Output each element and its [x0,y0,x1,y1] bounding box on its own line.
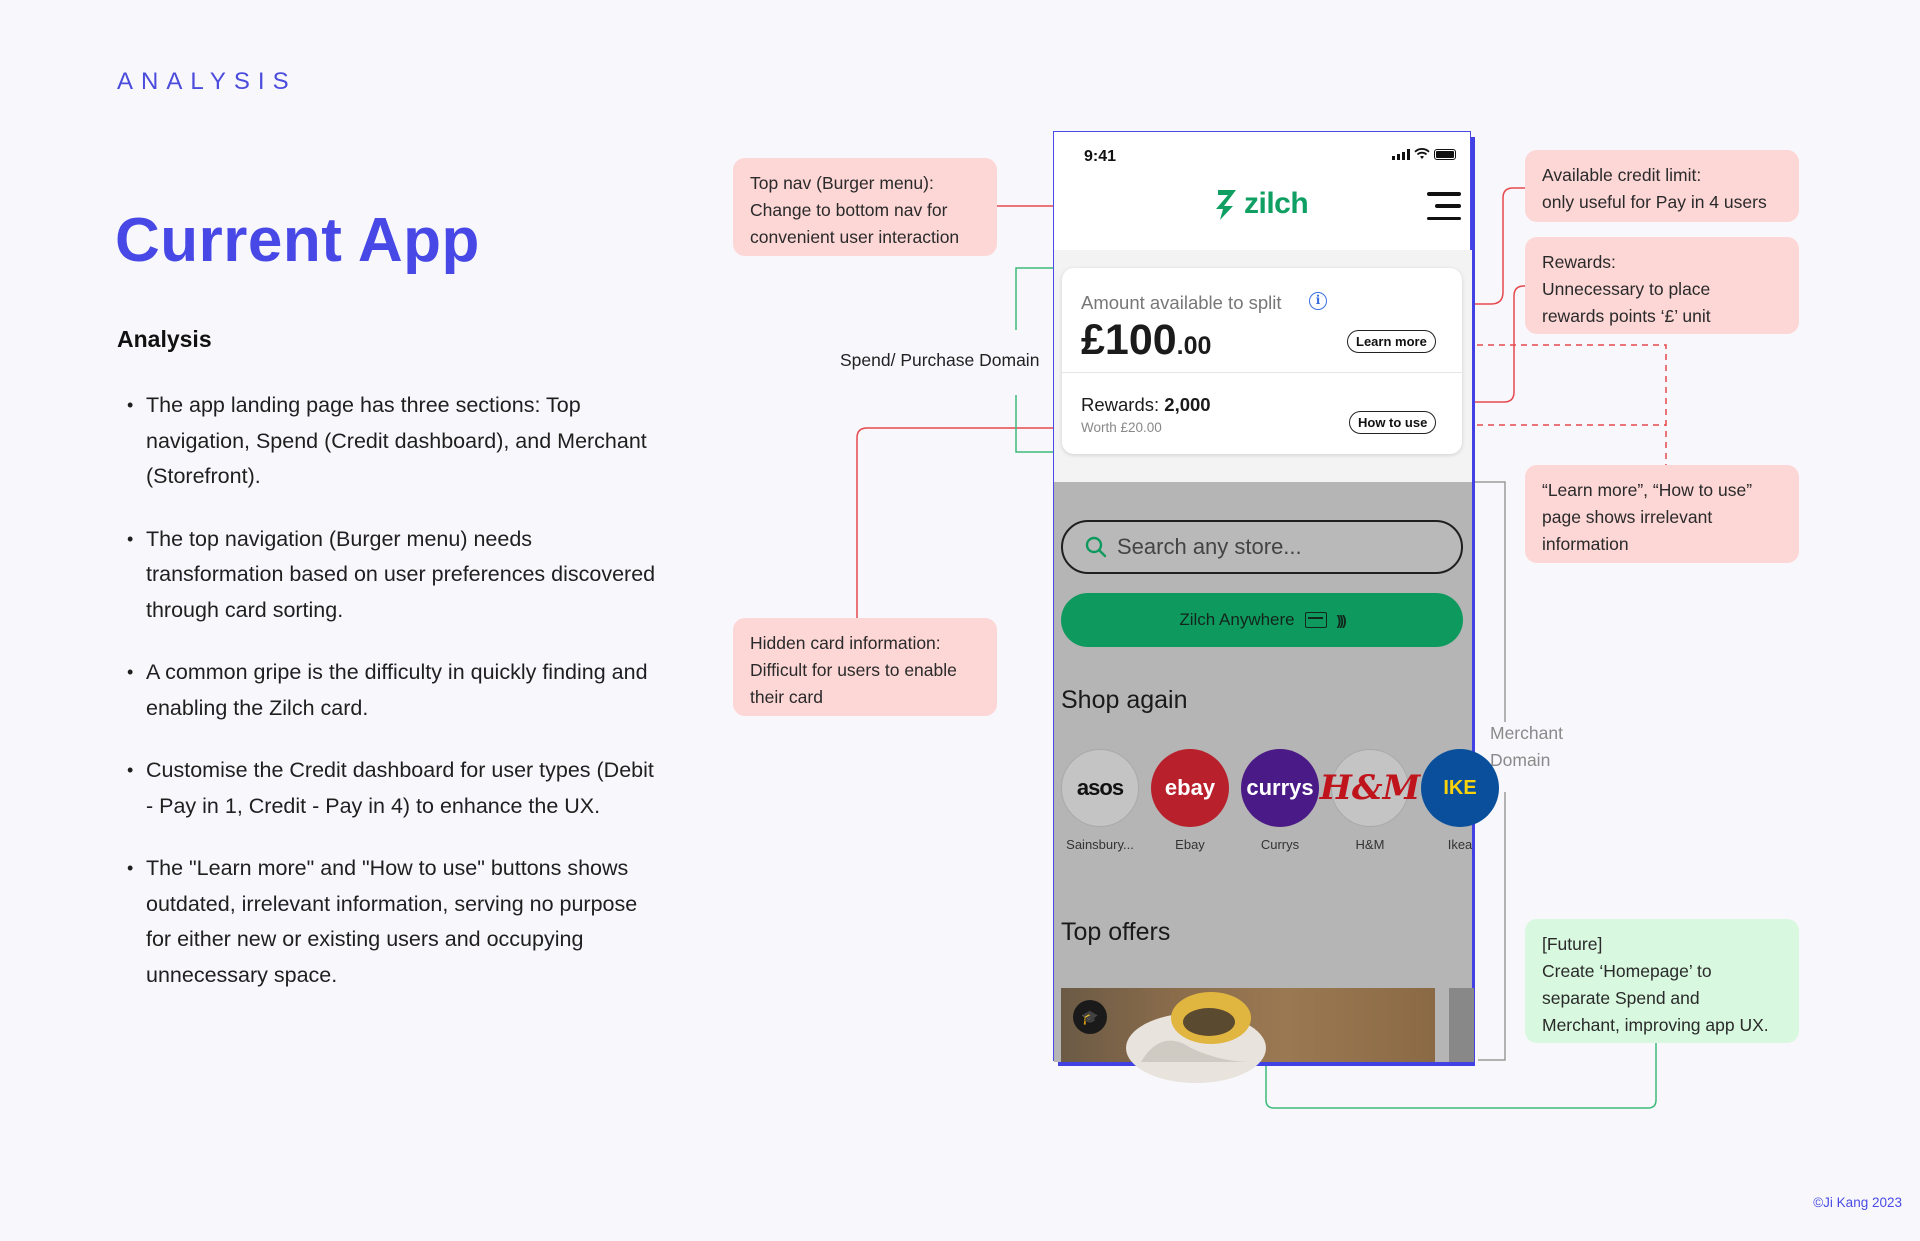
zilch-logo-icon [1214,187,1238,221]
note-line: rewards points ‘£’ unit [1542,306,1711,326]
store-logo-text: IKE [1443,776,1477,799]
note-line: separate Spend and [1542,988,1700,1008]
top-offers-heading: Top offers [1061,918,1171,946]
note-rewards [1525,237,1799,334]
analysis-heading: Analysis [117,326,212,352]
battery-icon [1434,149,1456,160]
note-line: convenient user interaction [750,227,960,247]
note-top-nav [733,158,997,256]
available-amount [1081,316,1211,365]
zilch-anywhere-label: Zilch Anywhere [1179,610,1295,629]
store-name: Ebay [1175,837,1205,852]
offer-image[interactable] [1449,988,1474,1062]
store-logo-text: ebay [1164,775,1216,800]
store-logo [1421,749,1499,827]
merchant-domain-line: Merchant [1490,723,1563,743]
amount-decimal: .00 [1176,332,1212,360]
phone-screen [1053,131,1477,1061]
info-icon[interactable]: i [1309,292,1327,310]
section-eyebrow: ANALYSIS [117,68,297,95]
store-search-input[interactable] [1061,520,1463,574]
store-logo [1061,749,1139,827]
graduation-cap-icon: 🎓 [1073,1000,1107,1034]
note-line: Difficult for users to enable [750,660,957,680]
note-line: “Learn more”, “How to use” [1542,480,1753,500]
store-logo [1241,749,1319,827]
store-logo-text: currys [1246,775,1314,800]
note-line: information [1542,534,1629,554]
sneaker-image [1121,988,1261,1062]
note-line: their card [750,687,823,707]
store-name: H&M [1355,837,1385,852]
rewards-row [1081,394,1211,416]
note-line: Unnecessary to place [1542,279,1711,299]
analysis-bullet: • A common gripe is the difficulty in quickly finding and enabling the Zilch card. [117,655,657,726]
note-hidden-card [733,618,997,716]
note-learn-more [1525,465,1799,563]
rewards-worth: Worth £20.00 [1081,420,1162,435]
learn-more-button[interactable]: Learn more [1347,330,1436,353]
note-line: Rewards: [1542,252,1616,272]
credit-dashboard-card [1062,268,1462,454]
analysis-list [117,388,657,1020]
offer-image[interactable] [1061,988,1435,1062]
zilch-anywhere-button[interactable] [1061,593,1463,647]
merchant-domain-label [1490,720,1563,774]
status-icons [1392,148,1456,160]
store-name: Sainsbury... [1066,837,1134,852]
page-title: Current App [115,206,480,275]
spend-domain-label: Spend/ Purchase Domain [840,350,1040,370]
store-logo-text: asos [1076,775,1124,800]
analysis-bullet: • The "Learn more" and "How to use" buttons shows outdated, irrelevant information, serving no purpose for either new or existing users and occupying unnecessary space. [117,851,657,993]
store-name: Ikea [1447,837,1473,852]
search-icon [1085,536,1107,558]
burger-menu-icon[interactable] [1427,192,1461,220]
store-logo [1319,749,1421,827]
note-line: Merchant, improving app UX. [1542,1015,1769,1035]
copyright: ©Ji Kang 2023 [1813,1195,1902,1210]
note-future [1525,919,1799,1043]
contactless-icon: ))) [1336,612,1345,628]
rewards-value: 2,000 [1164,394,1211,415]
rewards-label: Rewards: [1081,394,1160,415]
note-line: Available credit limit: [1542,165,1702,185]
analysis-bullet: • The app landing page has three sections: Top navigation, Spend (Credit dashboard), and Merchant (Storefront). [117,388,657,495]
amount-main: £100 [1081,316,1177,364]
divider [1062,372,1462,373]
note-line: Hidden card information: [750,633,941,653]
store-name: Currys [1260,837,1300,852]
note-line: only useful for Pay in 4 users [1542,192,1767,212]
store-item[interactable] [1420,749,1500,852]
note-line: Create ‘Homepage’ to [1542,961,1712,981]
store-item[interactable] [1150,749,1230,852]
analysis-bullet: • The top navigation (Burger menu) needs transformation based on user preferences discovered through card sorting. [117,522,657,629]
note-line: Top nav (Burger menu): [750,173,934,193]
note-credit-limit [1525,150,1799,222]
merchant-domain-line: Domain [1490,750,1551,770]
search-placeholder: Search any store... [1117,534,1302,559]
analysis-bullet: • Customise the Credit dashboard for user types (Debit - Pay in 1, Credit - Pay in 4) to enhance the UX. [117,753,657,824]
available-label: Amount available to split [1081,292,1282,313]
store-item[interactable] [1060,749,1140,852]
store-item[interactable] [1240,749,1320,852]
wifi-icon [1414,148,1430,160]
note-line: page shows irrelevant [1542,507,1713,527]
how-to-use-button[interactable]: How to use [1349,411,1436,434]
signal-icon [1392,149,1410,160]
note-line: Change to bottom nav for [750,200,948,220]
status-time: 9:41 [1084,148,1117,165]
brand-logo [1214,187,1308,221]
store-logo-text: H&M [1319,768,1421,808]
store-logo [1151,749,1229,827]
brand-name: zilch [1244,187,1309,220]
shop-again-heading: Shop again [1061,686,1188,714]
note-line: [Future] [1542,934,1603,954]
card-icon [1305,612,1327,628]
store-item[interactable] [1319,749,1421,852]
